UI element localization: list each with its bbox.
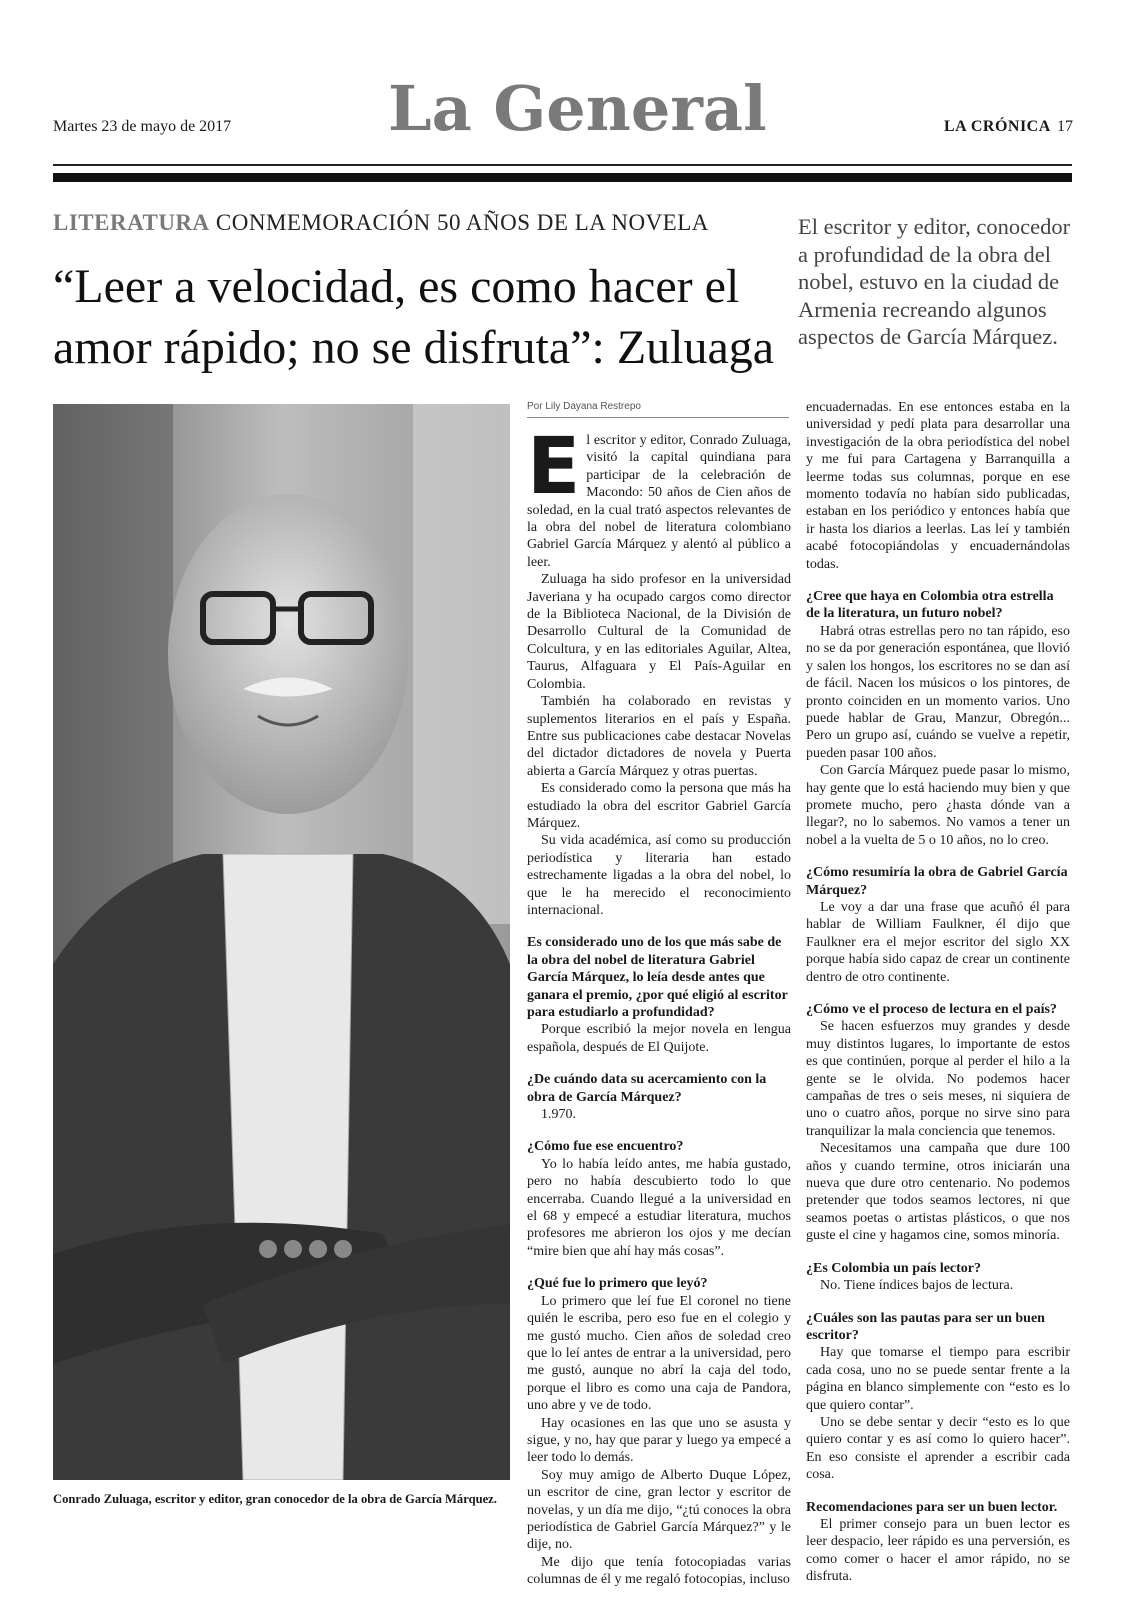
header-rule-thin [53,164,1072,166]
masthead-date: Martes 23 de mayo de 2017 [53,118,232,135]
interview-question: ¿Cómo resumiría la obra de Gabriel García Márquez? [806,865,1068,898]
article-paragraph: No. Tiene índices bajos de lectura. [820,1278,1014,1294]
interview-question: ¿Cómo fue ese encuentro? [527,1139,684,1155]
article-paragraph: Porque escribió la mejor novela en lengua española, después de El Quijote. [527,1022,791,1055]
interview-question: ¿Cree que haya en Colombia otra estrella de la literatura, un futuro nobel? [806,589,1054,622]
portrait-photo [53,404,510,1480]
page-number: 17 [1057,118,1073,135]
article-paragraph: Es considerado como la persona que más ha estudiado la obra del escritor Gabriel García Márquez. [527,781,791,831]
article-paragraph: Soy muy amigo de Alberto Duque López, un escritor de cine, gran lector y escritor de novelas, y un día me dijo, “¿tú conoces la obra periodística de Gabriel García Márquez?” y le dije, no. [527,1467,791,1553]
article-column-2 [806,399,1070,1586]
article-paragraph: También ha colaborado en revistas y suplementos literarios en el país y España. Entre sus publicaciones cabe destacar Novelas del dictador dictadores de novela y Puerta abierta a García Márquez y otras puertas. [527,694,791,779]
article-paragraph: Me dijo que tenía fotocopiadas varias columnas de él y me regaló fotocopias, incluso [527,1554,791,1588]
article-paragraph: Hay ocasiones en las que uno se asusta y sigue, y no, hay que parar y luego ya empecé a leer todo lo demás. [527,1415,791,1466]
headline: “Leer a velocidad, es como hacer el amor rápido; no se disfruta”: Zuluaga [53,260,775,374]
article-paragraph: Zuluaga ha sido profesor en la universidad Javeriana y ha ocupado cargos como director de la Biblioteca Nacional, de la División de Desarrollo Cultural de la Comunidad de Colcultura, y en las editoriales Aguilar, Altea, Taurus, Alfaguara y El País-Aguilar en Colombia. [527,572,791,692]
drop-cap: E [527,422,581,512]
article-paragraph: 1.970. [541,1107,576,1123]
header-rule-thick [53,173,1072,182]
kicker-text: CONMEMORACIÓN 50 AÑOS DE LA NOVELA [215,210,709,235]
article-paragraph: Necesitamos una campaña que dure 100 años y cuando termine, otros iniciarán una nueva que dure otro centenario. No podemos pretender que todos seamos lectores, ni que seamos poetas o artistas plásticos, o que nos guste el cine y hagamos cine, somos minoría. [806,1141,1070,1244]
kicker-label: LITERATURA [53,210,210,235]
article-paragraph: Yo lo había leído antes, me había gustado, pero no había descubierto todo lo que encerraba. Cuando llegué a la universidad en el 68 y empecé a estudiar literatura, muchos profesores me abrieron los ojos y me decían “mire bien que ahí hay más cosas”. [527,1156,791,1259]
deck: El escritor y editor, conocedor a profundidad de la obra del nobel, estuvo en la ciudad de Armenia recreando algunos aspectos de García Márquez. [798,214,1071,349]
article-paragraph: Uno se debe sentar y decir “esto es lo que quiero contar y es así como lo quiero hacer”. En eso consiste el aprender a escribir cada cosa. [806,1414,1070,1483]
article-paragraph: Su vida académica, así como su producción periodística y literaria han estado estrechamente ligadas a la obra del nobel, lo que le ha merecido el reconocimiento internacional. [527,833,791,918]
interview-question: ¿Cuáles son las pautas para ser un buen escritor? [806,1310,1045,1343]
article-paragraph: Lo primero que leí fue El coronel no tiene quién le escriba, pero eso fue en el colegio y me gustó mucho. Cien años de soledad creo que lo leí antes de entrar a la universidad, pero me gustó, aunque no abrí la caja del todo, porque el libro es como una caja de Pandora, uno abre y ve de todo. [527,1293,791,1414]
byline-rule [527,417,789,418]
byline: Por Lily Dayana Restrepo [527,401,641,412]
newspaper-name: LA CRÓNICA [944,118,1051,135]
article-paragraph: Con García Márquez puede pasar lo mismo, hay gente que lo está haciendo muy bien y que promete mucho, pero ¿hasta dónde van a llegar?, no lo sabemos. No vamos a tener un nobel a la vuelta de 5 o 10 años, no lo creo. [806,763,1070,848]
section-title: La General [388,72,767,145]
interview-question: ¿Qué fue lo primero que leyó? [527,1276,708,1292]
article-paragraph: Se hacen esfuerzos muy grandes y desde muy distintos lugares, lo importante de estos es que continúen, porque al perder el hilo a la gente se le olvida. No podemos hacer campañas de tres o seis meses, ni siquiera de uno o cuatro años, porque no sirve sino para tranquilizar la mala conciencia que tenemos. [806,1019,1070,1139]
interview-question: Es considerado uno de los que más sabe de la obra del nobel de literatura Gabriel García Márquez, lo leía desde antes que ganara el premio, ¿por qué eligió al escritor para estudiarlo a profundidad? [527,935,788,1020]
article-paragraph: Habrá otras estrellas pero no tan rápido, eso no se da por generación espontánea, que llovió y salen los hongos, los escritores no se dan así de fácil. Nacen los músicos o los pintores, de pronto coinciden en un momento varios. Uno puede hablar de Grau, Manzur, Obregón... Pero un grupo así, cuándo se vuelve a repetir, pueden pasar 100 años. [806,623,1070,761]
article-paragraph: El primer consejo para un buen lector es leer despacio, leer rápido es una perversión, es como comer o hacer el amor rápido, no se disfruta. [806,1516,1070,1585]
interview-question: ¿De cuándo data su acercamiento con la obra de García Márquez? [527,1072,767,1105]
article-paragraph: Hay que tomarse el tiempo para escribir cada cosa, uno no se puede sentar frente a la página en blanco simplemente con “esto es lo que quiero contar”. [806,1345,1070,1413]
interview-question: Recomendaciones para ser un buen lector. [806,1499,1058,1515]
article-column-1 [527,422,791,1589]
article-paragraph: encuadernadas. En ese entonces estaba en la universidad y pedí plata para desarrollar una investigación de la obra periodística del nobel y me fui para Cartagena y Barranquilla a leerme todas sus columnas, porque en ese momento todavía no habían sido publicadas, estaban en los periódico y entonces había que ir hasta los diarios a leerlas. Las leí y también acabé fotocopiándolas y encuadernándolas todas. [806,400,1070,572]
interview-question: ¿Cómo ve el proceso de lectura en el país? [806,1002,1057,1017]
article-paragraph: El escritor y editor, Conrado Zuluaga, visitó la capital quindiana para participar de la celebración de Macondo: 50 años de Cien años de soledad, en la cual trató aspectos relevantes de la obra del nobel de literatura colombiano Gabriel García Márquez y alentó al público a leer. [527,422,791,570]
kicker [53,210,709,236]
photo-caption: Conrado Zuluaga, escritor y editor, gran conocedor de la obra de García Márquez. [53,1492,497,1506]
interview-question: ¿Es Colombia un país lector? [806,1260,982,1276]
article-paragraph: Le voy a dar una frase que acuñó él para hablar de William Faulkner, él dijo que Faulkner era el mejor escritor del siglo XX porque había sido capaz de crear un continente dentro de otro continente. [806,899,1070,985]
